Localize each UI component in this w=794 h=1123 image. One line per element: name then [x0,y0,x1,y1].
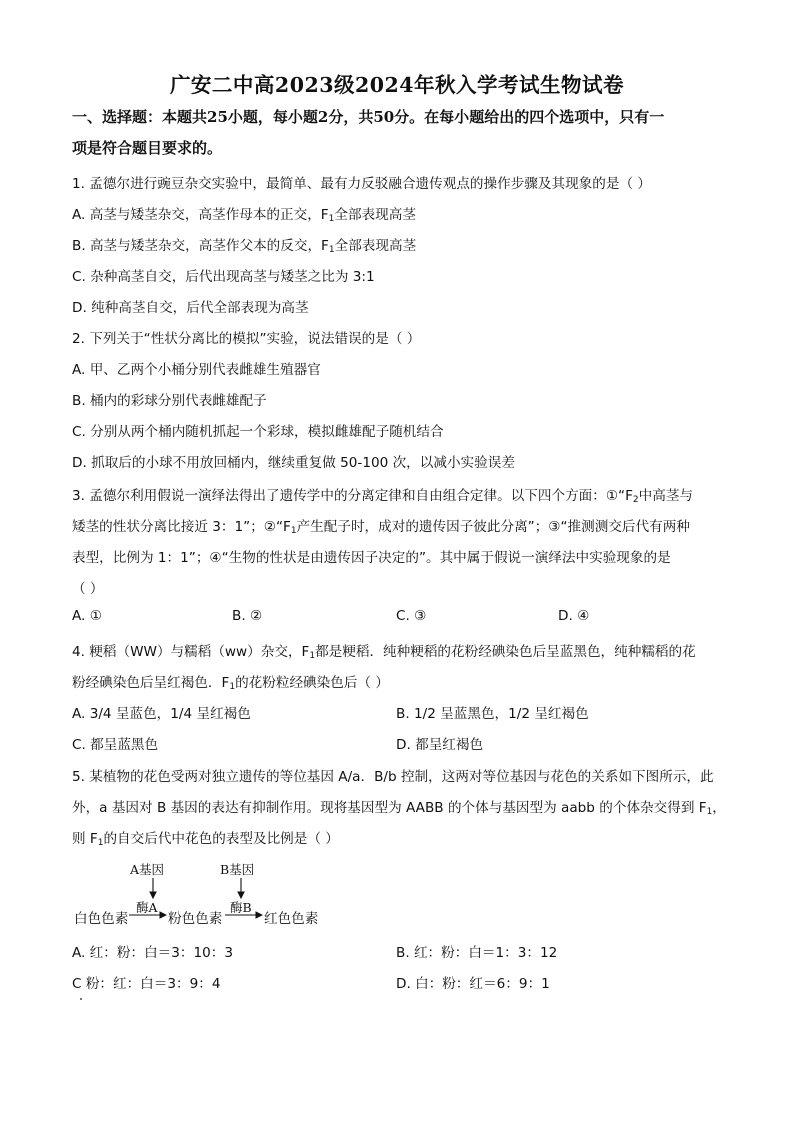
q2-option-a: A. 甲、乙两个小桶分别代表雌雄生殖器官 [72,362,321,378]
q2-option-c: C. 分别从两个桶内随机抓起一个彩球，模拟雌雄配子随机结合 [72,424,444,440]
q4-stem-line-1: 4. 粳稻（WW）与糯稻（ww）杂交，$F_1$都是粳稻．纯种粳稻的花粉经碘染色后呈蓝黑色，纯种糯稻的花 [72,644,696,661]
enzyme-a-label: 酶A [136,900,158,915]
q4-option-d: D. 都呈红褐色 [396,737,484,753]
section-heading [72,102,732,164]
q3-stem-line-3: 表型，比例为 1：1”；④“生物的性状是由遗传因子决定的”。其中属于假说一演绎法中实验现象的是 [72,550,671,566]
q1-option-d: D. 纯种高茎自交，后代全部表现为高茎 [72,300,309,316]
gene-b-label: B基因 [220,862,255,877]
q1-stem: 1. 孟德尔进行豌豆杂交实验中，最简单、最有力反驳融合遗传观点的操作步骤及其现象的是（ ） [72,176,651,192]
q3-option-c: C. ③ [396,608,427,624]
q2-stem: 2. 下列关于“性状分离比的模拟”实验，说法错误的是（ ） [72,331,421,347]
q5-stem-line-1: 5. 某植物的花色受两对独立遗传的等位基因 A/a．B/b 控制，这两对等位基因与花色的关系如下图所示，此 [72,769,714,785]
q4-option-b: B. 1/2 呈蓝黑色，1/2 呈红褐色 [396,706,589,722]
red-pigment-label: 红色色素 [264,911,319,927]
q3-stem-line-4: （ ） [72,581,104,597]
enzyme-b-label: 酶B [230,900,252,915]
q3-option-d: D. ④ [558,608,590,624]
page-title: 广安二中高2023级2024年秋入学考试生物试卷 [169,73,625,97]
q3-option-b: B. ② [232,608,263,624]
section-heading-line-1: 一、选择题：本题共25小题，每小题2分，共50分。在每小题给出的四个选项中，只有一 [72,108,665,126]
q5-option-b: B. 红：粉：白＝1：3：12 [396,945,558,961]
q3-option-a: A. ① [72,608,102,624]
gene-a-label: A基因 [130,862,165,877]
q4-option-c: C. 都呈蓝黑色 [72,737,159,753]
stray-mark [80,998,82,1000]
q5-option-d: D. 白：粉：红＝6：9：1 [396,976,550,992]
section-heading-line-2: 项是符合题目要求的。 [72,139,223,157]
q3-stem-line-2: 矮茎的性状分离比接近 3：1”；$②“F_1$产生配子时，成对的遗传因子彼此分离”；③“推测测交后代有两种 [72,519,690,536]
q3-stem-line-1: 3. 孟德尔利用假说一演绎法得出了遗传学中的分离定律和自由组合定律。以下四个方面：$①“F_2$中高茎与 [72,488,694,505]
q5-option-a: A. 红：粉：白＝3：10：3 [72,945,234,961]
q4-stem-line-2: 粉经碘染色后呈红褐色．$F_1$的花粉粒经碘染色后（ ） [72,675,389,692]
q1-option-c: C. 杂种高茎自交，后代出现高茎与矮茎之比为 3:1 [72,269,375,285]
pink-pigment-label: 粉色色素 [168,911,223,927]
q4-option-a: A. 3/4 呈蓝色，1/4 呈红褐色 [72,706,251,722]
q5-stem-line-2: 外，a 基因对 B 基因的表达有抑制作用。现将基因型为 AABB 的个体与基因型为 aabb 的个体杂交得到 $F_1$， [72,800,726,817]
white-pigment-label: 白色色素 [74,911,129,927]
q2-option-d: D. 抓取后的小球不用放回桶内，继续重复做 50-100 次，以减小实验误差 [72,455,515,471]
q5-stem-line-3: 则 $F_1$的自交后代中花色的表型及比例是（ ） [72,831,339,848]
q1-option-a: A. 高茎与矮茎杂交，高茎作母本的正交，$F_1$全部表现高茎 [72,207,416,224]
q1-option-b: B. 高茎与矮茎杂交，高茎作父本的反交，$F_1$全部表现高茎 [72,238,417,255]
pigment-pathway-diagram [70,856,350,932]
q2-option-b: B. 桶内的彩球分别代表雌雄配子 [72,393,267,409]
q5-option-c: C 粉：红：白＝3：9：4 [72,976,221,992]
